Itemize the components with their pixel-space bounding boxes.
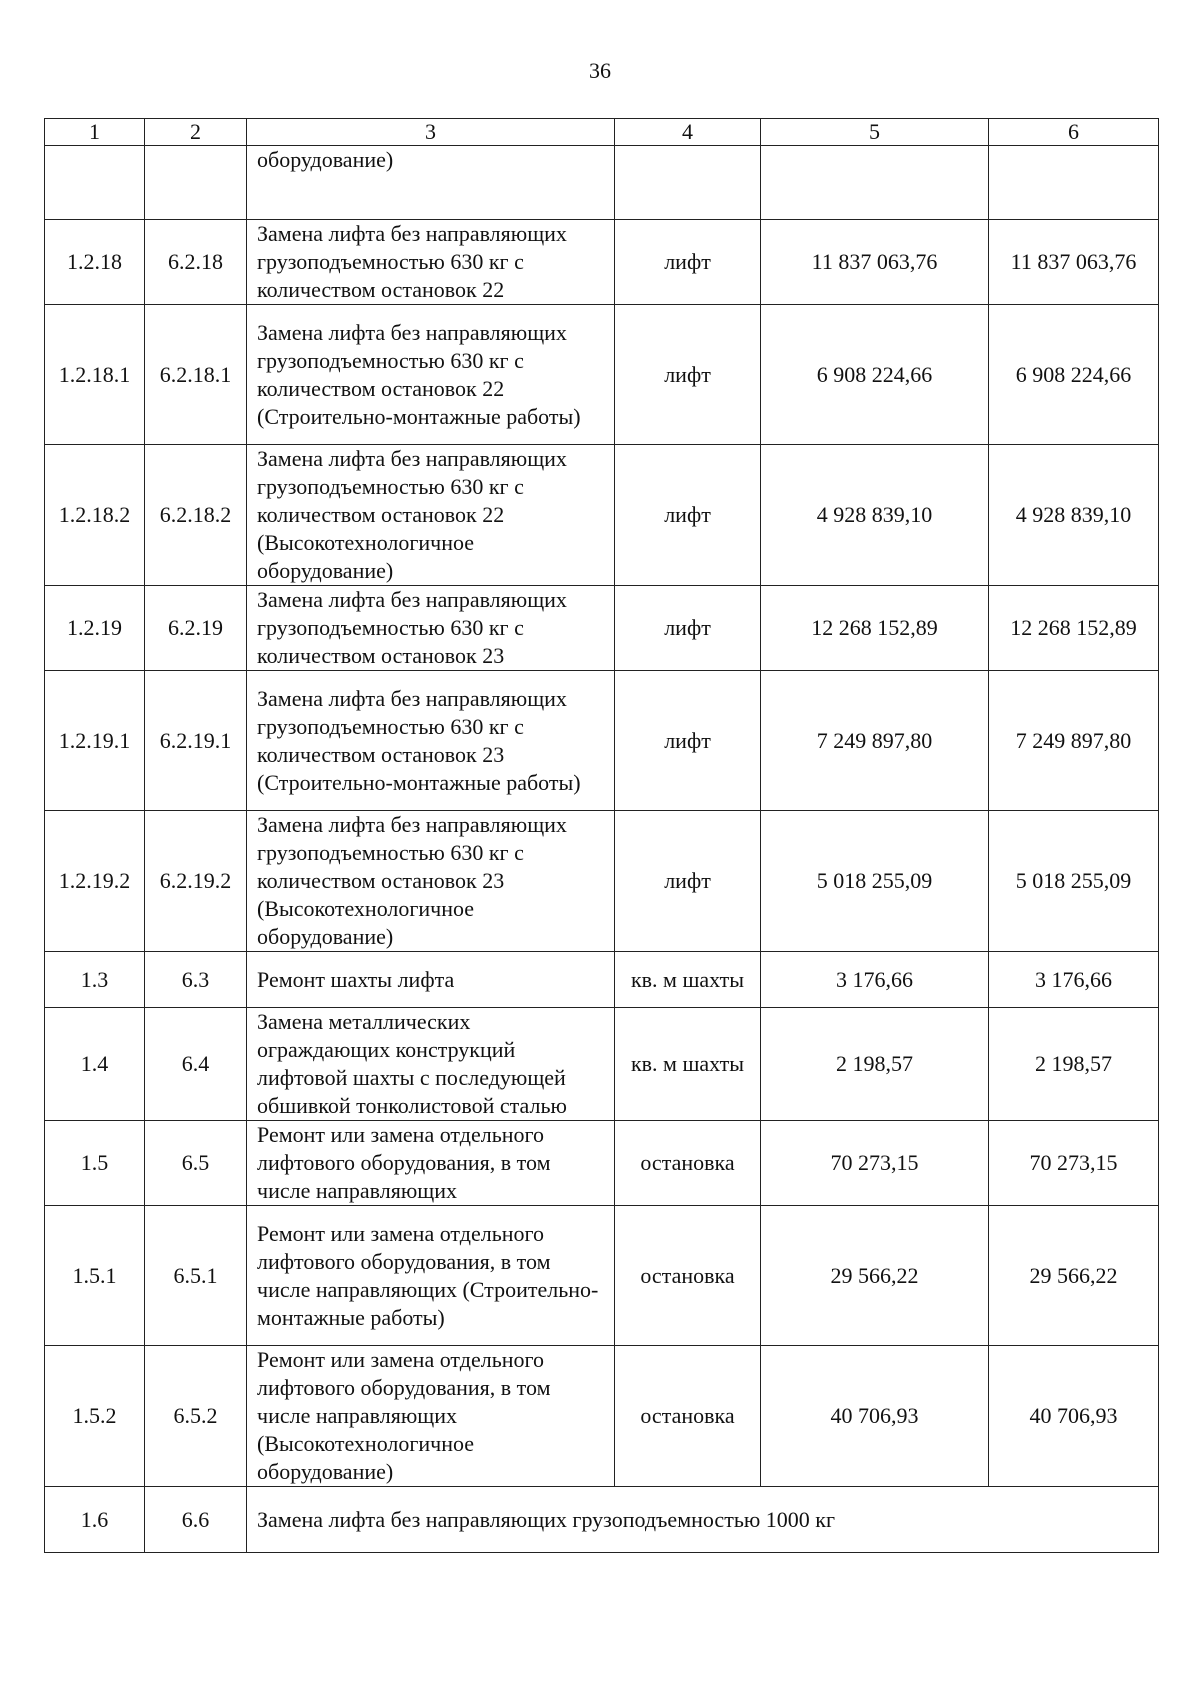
- cell-number: 1.2.18: [45, 220, 145, 305]
- cell-value: 29 566,22: [761, 1206, 989, 1346]
- cell-value: [761, 146, 989, 220]
- cell-number: 1.2.19.2: [45, 811, 145, 952]
- table-row: [45, 305, 1159, 445]
- cell-code: 6.2.18.1: [145, 305, 247, 445]
- cell-number: 1.2.18.1: [45, 305, 145, 445]
- cell-number: 1.5.1: [45, 1206, 145, 1346]
- cell-unit: кв. м шахты: [615, 1008, 761, 1121]
- cell-description: Замена лифта без направляющих грузоподъемностью 630 кг с количеством остановок 22 (Высокотехнологичное оборудование): [247, 445, 615, 586]
- table-row: [45, 1346, 1159, 1487]
- cell-description: Замена металлических ограждающих конструкций лифтовой шахты с последующей обшивкой тонколистовой сталью: [247, 1008, 615, 1121]
- table-row: [45, 952, 1159, 1008]
- cell-value-total: 7 249 897,80: [989, 671, 1159, 811]
- cell-unit: лифт: [615, 445, 761, 586]
- cell-code: [145, 146, 247, 220]
- cell-value: 3 176,66: [761, 952, 989, 1008]
- cell-description: Замена лифта без направляющих грузоподъемностью 630 кг с количеством остановок 23: [247, 586, 615, 671]
- cell-code: 6.4: [145, 1008, 247, 1121]
- table-row: [45, 586, 1159, 671]
- cell-value: 6 908 224,66: [761, 305, 989, 445]
- cell-code: 6.2.18.2: [145, 445, 247, 586]
- column-header: 3: [247, 119, 615, 146]
- table-row: [45, 1121, 1159, 1206]
- cell-unit: лифт: [615, 671, 761, 811]
- cell-number: [45, 146, 145, 220]
- cell-unit: остановка: [615, 1121, 761, 1206]
- cell-number: 1.6: [45, 1487, 145, 1553]
- cell-code: 6.2.18: [145, 220, 247, 305]
- cell-description: Ремонт шахты лифта: [247, 952, 615, 1008]
- table-header-row: [45, 119, 1159, 146]
- cell-unit: остановка: [615, 1346, 761, 1487]
- column-header: 2: [145, 119, 247, 146]
- cell-number: 1.4: [45, 1008, 145, 1121]
- column-header: 5: [761, 119, 989, 146]
- cell-code: 6.2.19.1: [145, 671, 247, 811]
- cell-value-total: 2 198,57: [989, 1008, 1159, 1121]
- cell-unit: лифт: [615, 586, 761, 671]
- cell-value-total: 40 706,93: [989, 1346, 1159, 1487]
- cell-value: 12 268 152,89: [761, 586, 989, 671]
- table-row: [45, 1008, 1159, 1121]
- cell-value-total: 4 928 839,10: [989, 445, 1159, 586]
- column-header: 1: [45, 119, 145, 146]
- cell-code: 6.2.19: [145, 586, 247, 671]
- cell-number: 1.2.19: [45, 586, 145, 671]
- cell-description: Ремонт или замена отдельного лифтового оборудования, в том числе направляющих (Высокотехнологичное оборудование): [247, 1346, 615, 1487]
- cell-value: 11 837 063,76: [761, 220, 989, 305]
- cell-description: Ремонт или замена отдельного лифтового оборудования, в том числе направляющих: [247, 1121, 615, 1206]
- cell-value: 5 018 255,09: [761, 811, 989, 952]
- cell-code: 6.5.1: [145, 1206, 247, 1346]
- cell-value-total: 70 273,15: [989, 1121, 1159, 1206]
- table-row: [45, 811, 1159, 952]
- cell-value-total: 5 018 255,09: [989, 811, 1159, 952]
- cell-unit: лифт: [615, 305, 761, 445]
- cell-description: Замена лифта без направляющих грузоподъемностью 630 кг с количеством остановок 22 (Строительно-монтажные работы): [247, 305, 615, 445]
- cell-code: 6.5.2: [145, 1346, 247, 1487]
- cell-value-total: 12 268 152,89: [989, 586, 1159, 671]
- table-row: [45, 445, 1159, 586]
- cell-unit: остановка: [615, 1206, 761, 1346]
- page-number: 36: [589, 58, 611, 83]
- cell-unit: кв. м шахты: [615, 952, 761, 1008]
- cell-value: 2 198,57: [761, 1008, 989, 1121]
- table-row: [45, 220, 1159, 305]
- cell-value-total: 11 837 063,76: [989, 220, 1159, 305]
- cell-value-total: 29 566,22: [989, 1206, 1159, 1346]
- table-row: [45, 1206, 1159, 1346]
- cell-number: 1.3: [45, 952, 145, 1008]
- cell-number: 1.2.19.1: [45, 671, 145, 811]
- column-header: 6: [989, 119, 1159, 146]
- cell-code: 6.3: [145, 952, 247, 1008]
- table-row: [45, 146, 1159, 220]
- cell-value: 7 249 897,80: [761, 671, 989, 811]
- cell-code: 6.2.19.2: [145, 811, 247, 952]
- table-row: [45, 671, 1159, 811]
- cell-value: 40 706,93: [761, 1346, 989, 1487]
- column-header: 4: [615, 119, 761, 146]
- cell-number: 1.5.2: [45, 1346, 145, 1487]
- cell-description-merged: Замена лифта без направляющих грузоподъемностью 1000 кг: [247, 1487, 1159, 1553]
- cell-value: 70 273,15: [761, 1121, 989, 1206]
- cell-unit: лифт: [615, 811, 761, 952]
- cell-description: оборудование): [247, 146, 615, 220]
- cell-description: Ремонт или замена отдельного лифтового оборудования, в том числе направляющих (Строительно-монтажные работы): [247, 1206, 615, 1346]
- cell-description: Замена лифта без направляющих грузоподъемностью 630 кг с количеством остановок 23 (Высокотехнологичное оборудование): [247, 811, 615, 952]
- cell-code: 6.5: [145, 1121, 247, 1206]
- cell-unit: [615, 146, 761, 220]
- cell-number: 1.2.18.2: [45, 445, 145, 586]
- table-row-final: [45, 1487, 1159, 1553]
- data-table: [44, 118, 1159, 1553]
- cell-description: Замена лифта без направляющих грузоподъемностью 630 кг с количеством остановок 23 (Строительно-монтажные работы): [247, 671, 615, 811]
- cell-number: 1.5: [45, 1121, 145, 1206]
- cell-value-total: 6 908 224,66: [989, 305, 1159, 445]
- cell-value-total: [989, 146, 1159, 220]
- cell-description: Замена лифта без направляющих грузоподъемностью 630 кг с количеством остановок 22: [247, 220, 615, 305]
- cell-value-total: 3 176,66: [989, 952, 1159, 1008]
- cell-unit: лифт: [615, 220, 761, 305]
- cell-value: 4 928 839,10: [761, 445, 989, 586]
- cell-code: 6.6: [145, 1487, 247, 1553]
